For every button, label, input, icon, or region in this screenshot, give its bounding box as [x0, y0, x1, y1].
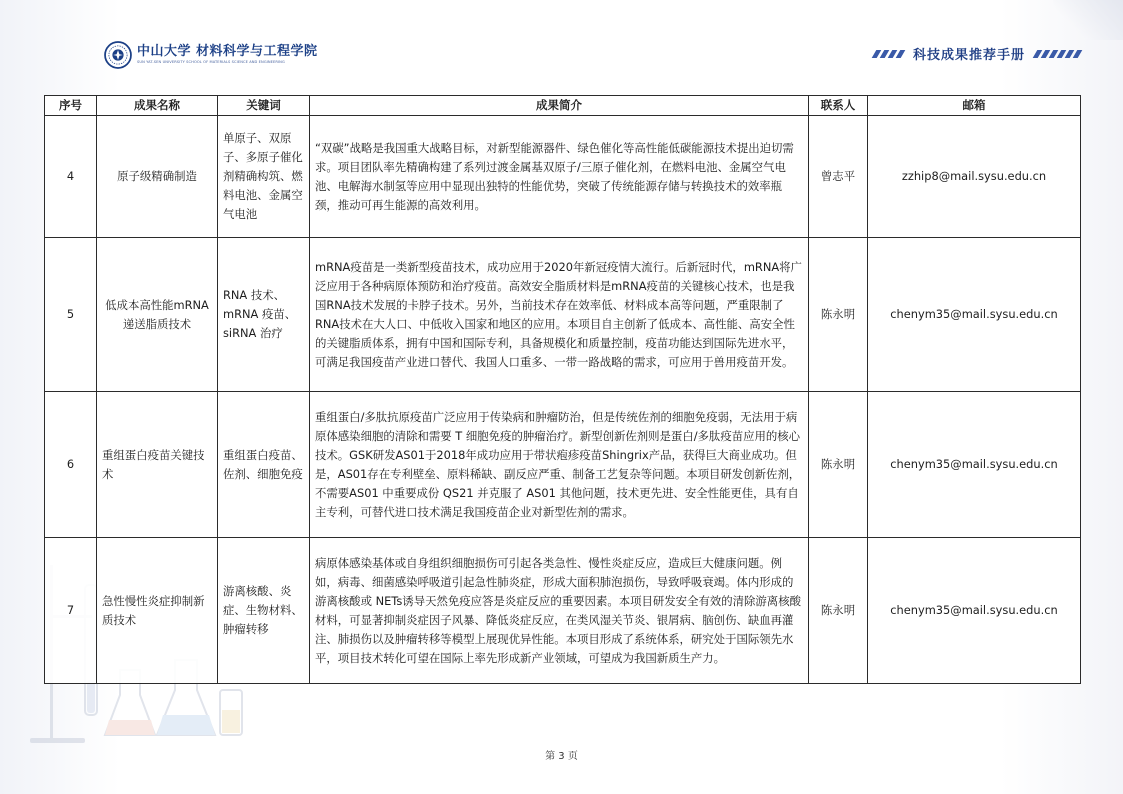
institution-name-en: SUN YAT-SEN UNIVERSITY SCHOOL OF MATERIALS SCIENCE AND ENGINEERING — [137, 60, 285, 64]
contact-person: 曾志平 — [809, 116, 868, 238]
contact-person: 陈永明 — [809, 238, 868, 392]
row-number: 7 — [45, 538, 97, 684]
column-header-contact: 联系人 — [809, 96, 868, 116]
table-row — [45, 238, 1081, 392]
institution-name-cn: 中山大学 材料科学与工程学院 — [137, 44, 318, 59]
result-keywords: RNA 技术、mRNA 疫苗、siRNA 治疗 — [218, 238, 310, 392]
result-intro: mRNA疫苗是一类新型疫苗技术，成功应用于2020年新冠疫情大流行。后新冠时代，mRNA将广泛应用于各种病原体预防和治疗疫苗。高效安全脂质材料是mRNA疫苗的关键核心技术，也是我国RNA技术发展的卡脖子技术。另外，当前技术存在效率低、材料成本高等问题，严重限制了RNA技术在大人口、中低收入国家和地区的应用。本项目自主创新了低成本、高性能、高安全性的关键脂质体系，拥有中国和国际专利，具备规模化和质量控制，疫苗功能达到国际先进水平，可满足我国疫苗产业进口替代、我国人口重多、一带一路战略的需求，可应用于兽用疫苗开发。 — [310, 238, 809, 392]
row-number: 6 — [45, 392, 97, 538]
column-header-keywords: 关键词 — [218, 96, 310, 116]
stripe-decoration-right — [1035, 50, 1083, 58]
result-keywords: 游离核酸、炎症、生物材料、肿瘤转移 — [218, 538, 310, 684]
result-name: 重组蛋白疫苗关键技术 — [97, 392, 218, 538]
contact-email: chenym35@mail.sysu.edu.cn — [868, 538, 1081, 684]
result-intro: “双碳”战略是我国重大战略目标，对新型能源器件、绿色催化等高性能低碳能源技术提出迫切需求。项目团队率先精确构建了系列过渡金属基双原子/三原子催化剂，在燃料电池、金属空气电池、电解海水制氢等应用中显现出独特的性能优势，突破了传统能源存储与转换技术的效率瓶颈，推动可再生能源的高效利用。 — [310, 116, 809, 238]
stripe-decoration-left — [874, 50, 906, 58]
contact-person: 陈永明 — [809, 538, 868, 684]
table-row — [45, 116, 1081, 238]
contact-email: chenym35@mail.sysu.edu.cn — [868, 392, 1081, 538]
column-header-email: 邮箱 — [868, 96, 1081, 116]
result-name: 急性慢性炎症抑制新质技术 — [97, 538, 218, 684]
result-name: 原子级精确制造 — [97, 116, 218, 238]
contact-email: zzhip8@mail.sysu.edu.cn — [868, 116, 1081, 238]
row-number: 5 — [45, 238, 97, 392]
corner-decoration — [1053, 0, 1123, 40]
university-seal-icon — [104, 41, 132, 69]
result-name: 低成本高性能mRNA 递送脂质技术 — [97, 238, 218, 392]
manual-title: 科技成果推荐手册 — [912, 48, 1025, 63]
column-header-number: 序号 — [45, 96, 97, 116]
contact-email: chenym35@mail.sysu.edu.cn — [868, 238, 1081, 392]
row-number: 4 — [45, 116, 97, 238]
contact-person: 陈永明 — [809, 392, 868, 538]
header-logo — [104, 41, 318, 69]
result-keywords: 重组蛋白疫苗、佐剂、细胞免疫 — [218, 392, 310, 538]
result-intro: 病原体感染基体或自身组织细胞损伤可引起各类急性、慢性炎症反应，造成巨大健康问题。例如，病毒、细菌感染呼吸道引起急性肺炎症，形成大面积肺泡损伤，导致呼吸衰竭。体内形成的游离核酸或 NETs诱导天然免疫应答是炎症反应的重要因素。本项目研发安全有效的清除游离核酸材料，可显著抑制炎症因子风暴、降低炎症反应，在类风湿关节炎、银屑病、脑创伤、缺血再灌注、肺损伤以及肿瘤转移等模型上展现优异性能。本项目形成了系统体系，研究处于国际领先水平，项目技术转化可望在国际上率先形成新产业领域，可望成为我国新质生产力。 — [310, 538, 809, 684]
result-intro: 重组蛋白/多肽抗原疫苗广泛应用于传染病和肿瘤防治，但是传统佐剂的细胞免疫弱，无法用于病原体感染细胞的清除和需要 T 细胞免疫的肿瘤治疗。新型创新佐剂则是蛋白/多肽疫苗应用的核心技术。GSK研发AS01于2018年成功应用于带状疱疹疫苗Shingrix产品，获得巨大商业成功。但是，AS01存在专利壁垒、原料稀缺、副反应严重、制备工艺复杂等问题。本项目研发创新佐剂，不需要AS01 中重要成份 QS21 并克服了 AS01 其他问题，技术更先进、安全性能更佳，具有自主专利，可替代进口技术满足我国疫苗企业对新型佐剂的需求。 — [310, 392, 809, 538]
column-header-intro: 成果简介 — [310, 96, 809, 116]
table-row — [45, 538, 1081, 684]
result-keywords: 单原子、双原子、多原子催化剂精确构筑、燃料电池、金属空气电池 — [218, 116, 310, 238]
header-title-block — [874, 44, 1083, 63]
page-number: 第 3 页 — [545, 751, 578, 762]
table-row — [45, 392, 1081, 538]
column-header-name: 成果名称 — [97, 96, 218, 116]
results-table — [44, 95, 1081, 684]
table-header-row — [45, 96, 1081, 116]
